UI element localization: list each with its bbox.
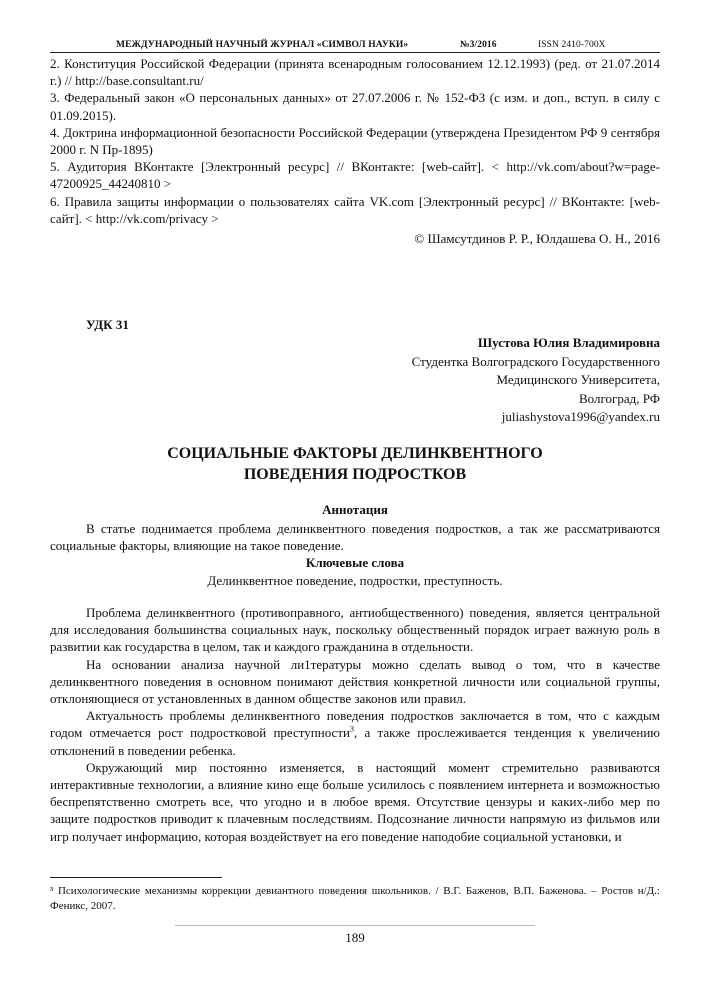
issue-number: №3/2016: [460, 40, 497, 50]
body-text-run: , а также прослеживается тенденция к увеличению отклонений в поведении ребенка.: [50, 725, 660, 758]
footnote-divider: [50, 877, 222, 878]
author-location: Волгоград, РФ: [579, 390, 660, 406]
body-paragraph: Окружающий мир постоянно изменяется, в настоящий момент стремительно развиваются интерактивные технологии, а влияние кино еще больше усилилось с появлением интернета и возможностью беспрепятственно смотреть все, что угодно и в любое время. Отсутствие цензуры и каких-либо мер по защите подростков приводит к плачевным последствиям. Подсознание личности напрямую из фильмов или игр получает информацию, которая воздействует на его поведение наподобие социальной установки, и: [50, 759, 660, 844]
footnote-marker[interactable]: 3: [349, 725, 354, 735]
author-name: Шустова Юлия Владимировна: [477, 335, 660, 350]
article-title-line: ПОВЕДЕНИЯ ПОДРОСТКОВ: [243, 466, 467, 483]
article-title: [50, 443, 660, 485]
footnote: ³ Психологические механизмы коррекции девиантного поведения школьников. / В.Г. Баженов, В.П. Баженова. – Ростов н/Д.: Феникс, 2007.: [50, 885, 660, 912]
article-title-line: СОЦИАЛЬНЫЕ ФАКТОРЫ ДЕЛИНКВЕНТНОГО: [167, 445, 543, 462]
body-paragraph: На основании анализа научной ли1тературы можно сделать вывод о том, что в качестве делинквентного поведения в основном понимают действия конкретной личности или социальной группы, отклоняющиеся от установленных в данном обществе законов или правил.: [50, 656, 660, 707]
abstract-text: [50, 520, 660, 554]
abstract-paragraph: В статье поднимается проблема делинквентного поведения подростков, а так же рассматриваются социальные факторы, влияющие на такое поведение.: [50, 521, 660, 554]
body-paragraph: [50, 707, 660, 759]
article-body: [50, 604, 660, 845]
author-affiliation: Студентка Волгоградского Государственного: [411, 353, 660, 369]
abstract-heading: Аннотация: [322, 502, 388, 517]
reference-item: 6. Правила защиты информации о пользователях сайта VK.com [Электронный ресурс] // ВКонтакте: [web-сайт]. < http://vk.com/privacy >: [50, 193, 660, 226]
body-text-run: Актуальность проблемы делинквентного поведения подростков заключается в том, что с каждым годом отмечается рост подростковой преступности: [50, 708, 660, 741]
footer-divider: [175, 925, 535, 926]
reference-item: 2. Конституция Российской Федерации (принята всенародным голосованием 12.12.1993) (ред. от 21.07.2014 г.) // http://base.consultant.ru/: [50, 56, 660, 89]
author-email: juliashystova1996@yandex.ru: [501, 409, 660, 424]
reference-list: [50, 55, 660, 227]
running-header: [116, 40, 606, 50]
issn: ISSN 2410-700Х: [538, 40, 606, 50]
reference-item: 3. Федеральный закон «О персональных данных» от 27.07.2006 г. № 152-ФЗ (с изм. и доп., вступ. в силу с 01.09.2015).: [50, 90, 660, 123]
reference-item: 5. Аудитория ВКонтакте [Электронный ресурс] // ВКонтакте: [web-сайт]. < http://vk.com/about?w=page-47200925_44240810 >: [50, 159, 660, 192]
copyright-notice: © Шамсутдинов Р. Р., Юлдашева О. Н., 2016: [414, 231, 660, 246]
keywords-text: Делинквентное поведение, подростки, преступность.: [207, 573, 503, 588]
keywords-heading: Ключевые слова: [305, 555, 405, 570]
author-affiliation: Медицинского Университета,: [496, 372, 660, 387]
reference-item: 4. Доктрина информационной безопасности Российской Федерации (утверждена Президентом РФ 9 сентября 2000 г. N Пр-1895): [50, 124, 660, 158]
page-number: 189: [345, 930, 365, 945]
header-divider: [50, 52, 660, 53]
journal-title: МЕЖДУНАРОДНЫЙ НАУЧНЫЙ ЖУРНАЛ «СИМВОЛ НАУКИ»: [116, 40, 409, 50]
author-block: [260, 334, 660, 427]
body-paragraph: Проблема делинквентного (противоправного, антиобщественного) поведения, является центральной для исследования большинства социальных наук, поскольку общественный порядок играет важную роль в развитии как государства в целом, так и каждого гражданина в отдельности.: [50, 605, 660, 655]
udk-code: УДК 31: [86, 317, 129, 332]
